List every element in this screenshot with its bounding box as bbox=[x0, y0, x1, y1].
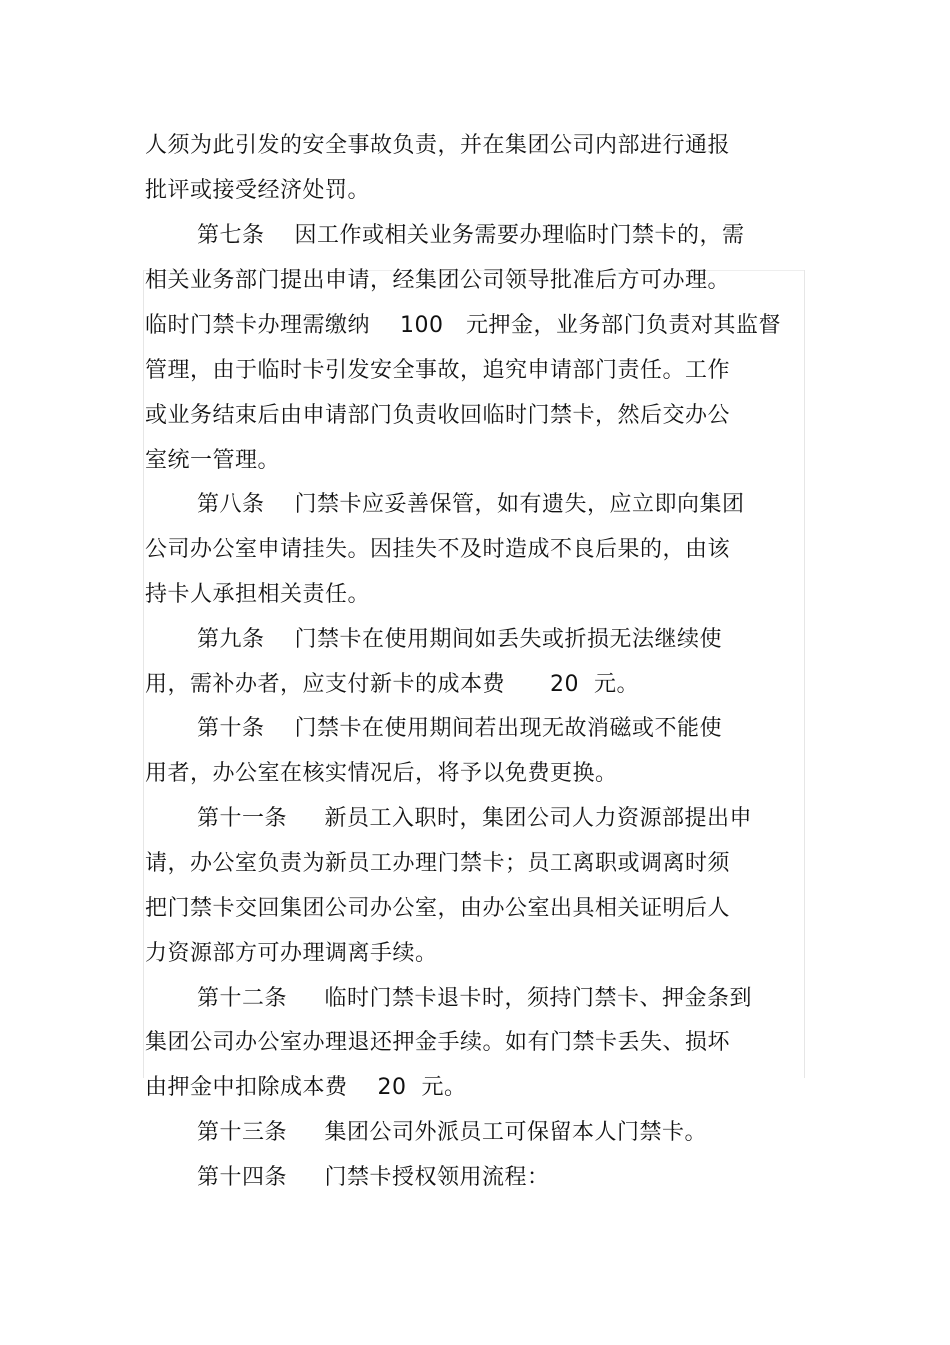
text-line: 人须为此引发的安全事故负责，并在集团公司内部进行通报 bbox=[145, 133, 731, 158]
text-line: 力资源部方可办理调离手续。 bbox=[145, 941, 438, 966]
article-11-heading-line: 第十一条 新员工入职时，集团公司人力资源部提出申 bbox=[197, 806, 752, 831]
text-line: 请，办公室负责为新员工办理门禁卡；员工离职或调离时须 bbox=[145, 851, 731, 876]
text-line: 公司办公室申请挂失。因挂失不及时造成不良后果的，由该 bbox=[145, 537, 731, 562]
text-line: 集团公司办公室办理退还押金手续。如有门禁卡丢失、损坏 bbox=[145, 1030, 731, 1055]
frame-right-border bbox=[804, 270, 805, 1078]
text-line: 把门禁卡交回集团公司办公室，由办公室出具相关证明后人 bbox=[145, 896, 731, 921]
text-line: 由押金中扣除成本费 20 元。 bbox=[145, 1075, 467, 1100]
article-12-heading-line: 第十二条 临时门禁卡退卡时，须持门禁卡、押金条到 bbox=[197, 986, 752, 1011]
text-line: 室统一管理。 bbox=[145, 448, 281, 473]
text-line: 用者，办公室在核实情况后，将予以免费更换。 bbox=[145, 761, 618, 786]
text-line: 用，需补办者，应支付新卡的成本费 20 元。 bbox=[145, 672, 639, 697]
text-line: 临时门禁卡办理需缴纳 100 元押金，业务部门负责对其监督 bbox=[145, 313, 781, 338]
article-14-heading-line: 第十四条 门禁卡授权领用流程： bbox=[197, 1165, 550, 1190]
text-line: 管理，由于临时卡引发安全事故，追究申请部门责任。工作 bbox=[145, 358, 731, 383]
text-line: 相关业务部门提出申请，经集团公司领导批准后方可办理。 bbox=[145, 268, 731, 293]
article-7-heading-line: 第七条 因工作或相关业务需要办理临时门禁卡的，需 bbox=[197, 223, 745, 248]
text-line: 或业务结束后由申请部门负责收回临时门禁卡，然后交办公 bbox=[145, 403, 731, 428]
article-9-heading-line: 第九条 门禁卡在使用期间如丢失或折损无法继续使 bbox=[197, 627, 722, 652]
text-line: 批评或接受经济处罚。 bbox=[145, 178, 371, 203]
article-13-heading-line: 第十三条 集团公司外派员工可保留本人门禁卡。 bbox=[197, 1120, 707, 1145]
article-8-heading-line: 第八条 门禁卡应妥善保管，如有遗失，应立即向集团 bbox=[197, 492, 745, 517]
frame-left-border bbox=[143, 270, 144, 1078]
article-10-heading-line: 第十条 门禁卡在使用期间若出现无故消磁或不能使 bbox=[197, 716, 722, 741]
text-line: 持卡人承担相关责任。 bbox=[145, 582, 371, 607]
